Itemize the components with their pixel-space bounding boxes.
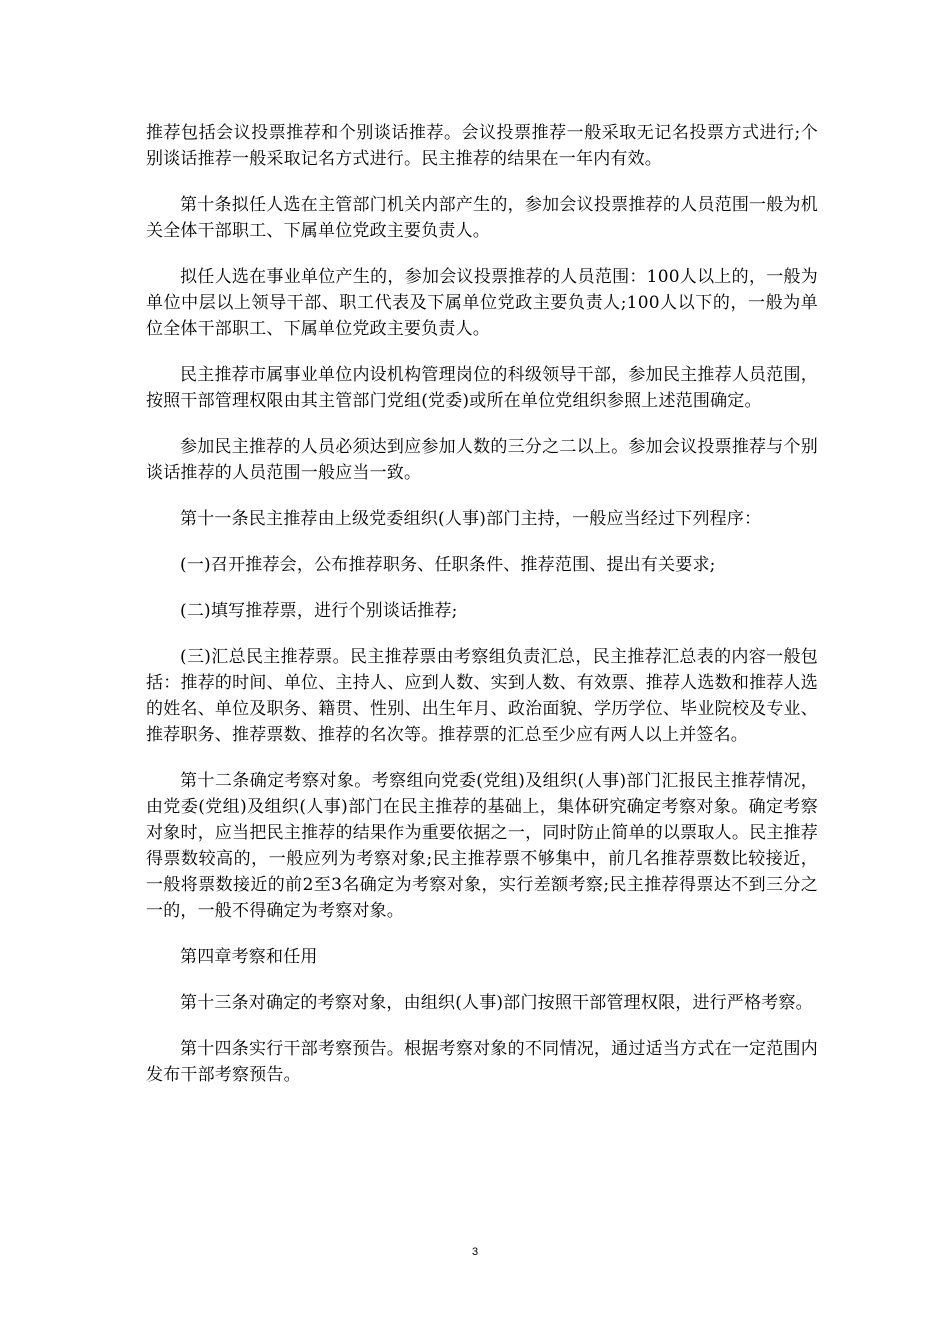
paragraph: 第十条拟任人选在主管部门机关内部产生的，参加会议投票推荐的人员范围一般为机关全体干部职工、下属单位党政主要负责人。 [146, 195, 818, 241]
paragraph: (一)召开推荐会，公布推荐职务、任职条件、推荐范围、提出有关要求; [180, 555, 716, 575]
document-body [146, 120, 818, 1108]
paragraph: 推荐包括会议投票推荐和个别谈话推荐。会议投票推荐一般采取无记名投票方式进行;个别谈话推荐一般采取记名方式进行。民主推荐的结果在一年内有效。 [146, 123, 818, 169]
paragraph: (三)汇总民主推荐票。民主推荐票由考察组负责汇总，民主推荐汇总表的内容一般包括：推荐的时间、单位、主持人、应到人数、实到人数、有效票、推荐人选数和推荐人选的姓名、单位及职务、籍贯、性别、出生年月、政治面貌、学历学位、毕业院校及专业、推荐职务、推荐票数、推荐的名次等。推荐票的汇总至少应有两人以上并签名。 [146, 647, 818, 745]
paragraph: 拟任人选在事业单位产生的，参加会议投票推荐的人员范围：100人以上的，一般为单位中层以上领导干部、职工代表及下属单位党政主要负责人;100人以下的，一般为单位全体干部职工、下属单位党政主要负责人。 [146, 267, 818, 339]
chapter-heading: 第四章考察和任用 [180, 947, 318, 967]
paragraph: 参加民主推荐的人员必须达到应参加人数的三分之二以上。参加会议投票推荐与个别谈话推荐的人员范围一般应当一致。 [146, 437, 818, 483]
page-number: 3 [471, 1246, 479, 1258]
paragraph: (二)填写推荐票，进行个别谈话推荐; [180, 601, 458, 621]
paragraph: 第十四条实行干部考察预告。根据考察对象的不同情况，通过适当方式在一定范围内发布干部考察预告。 [146, 1039, 818, 1085]
paragraph: 民主推荐市属事业单位内设机构管理岗位的科级领导干部，参加民主推荐人员范围，按照干部管理权限由其主管部门党组(党委)或所在单位党组织参照上述范围确定。 [146, 365, 818, 411]
paragraph: 第十二条确定考察对象。考察组向党委(党组)及组织(人事)部门汇报民主推荐情况，由党委(党组)及组织(人事)部门在民主推荐的基础上，集体研究确定考察对象。确定考察对象时，应当把民主推荐的结果作为重要依据之一，同时防止简单的以票取人。民主推荐得票数较高的，一般应列为考察对象;民主推荐票不够集中，前几名推荐票数比较接近，一般将票数接近的前2至3名确定为考察对象，实行差额考察;民主推荐得票达不到三分之一的，一般不得确定为考察对象。 [146, 771, 818, 921]
paragraph: 第十一条民主推荐由上级党委组织(人事)部门主持，一般应当经过下列程序： [180, 509, 762, 529]
paragraph: 第十三条对确定的考察对象，由组织(人事)部门按照干部管理权限，进行严格考察。 [180, 993, 813, 1013]
